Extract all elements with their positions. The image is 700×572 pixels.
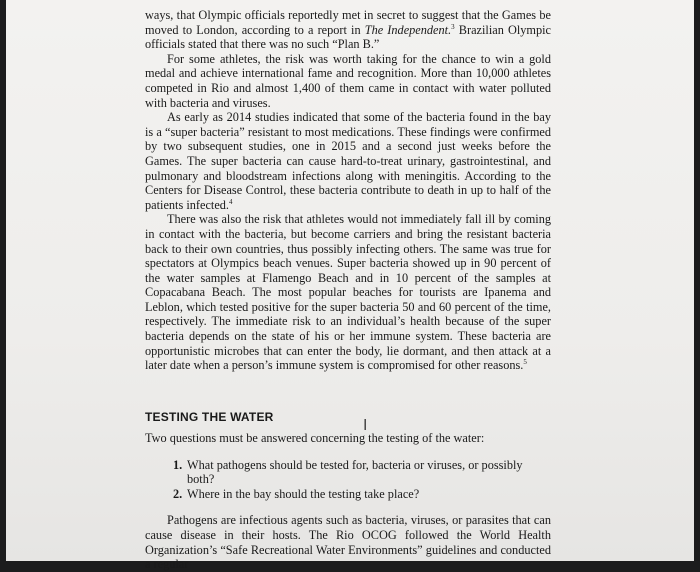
paragraph-text: Brazilian Olympic officials stated that there was no such “Plan B.” <box>145 22 551 52</box>
paragraph-super-bacteria <box>145 110 551 212</box>
footnote-ref[interactable]: 3 <box>451 22 455 31</box>
paragraph-continuation <box>145 8 551 52</box>
section-heading: TESTING THE WATER <box>145 410 274 424</box>
paragraph-athletes-risk: For some athletes, the risk was worth taking for the chance to win a gold medal and achieve international fame and recognition. More than 10,000 athletes competed in Rio and almost 1,400 of them came in contact with water polluted with bacteria and viruses. <box>145 51 551 110</box>
footnote-ref[interactable]: 4 <box>229 197 233 206</box>
footnote-ref[interactable]: 5 <box>523 358 527 367</box>
paragraph-pathogens: Pathogens are infectious agents such as bacteria, viruses, or parasites that can cause disease in their hosts. The Rio OCOG followed the World Health Organization’s “Safe Recreational Water Environments” guidelines and conducted a regular <box>145 513 551 572</box>
list-item <box>173 458 551 487</box>
paragraph-text: There was also the risk that athletes would not immediately fall ill by coming in contact with the bacteria, but become carriers and bring the resistant bacteria back to their own countries, thus possibly infecting others. The same was true for spectators at Olympics beach venues. Super bacteria showed up in 90 percent of the water samples at Flamengo Beach and in 10 percent of the samples at Copacabana Beach. The most popular beaches for tourists are Ipanema and Leblon, which tested positive for the super bacteria 50 and 60 percent of the time, respectively. The immediate risk to an individual’s health because of the super bacteria depends on the state of his or her immune system. These bacteria are opportunistic microbes that can enter the body, lie dormant, and then attack at a later date when a person’s immune system is compromised for other reasons. <box>145 212 551 373</box>
list-number: 1. <box>173 457 183 472</box>
list-number: 2. <box>173 486 183 501</box>
list-item <box>173 487 551 502</box>
section-testing <box>145 410 551 572</box>
questions-list <box>173 458 551 502</box>
paragraph-text: As early as 2014 studies indicated that some of the bacteria found in the bay is a “super bacteria” resistant to most medications. These findings were confirmed by two subsequent studies, one in 2015 and a second just weeks before the Games. The super bacteria can cause hard-to-treat urinary, gastrointestinal, and pulmonary and bloodstream infections along with meningitis. According to the Centers for Disease Control, these bacteria contribute to death in up to half of the patients infected. <box>145 110 551 212</box>
list-item-text: Where in the bay should the testing take place? <box>187 486 420 501</box>
publication-title: The Independent. <box>364 22 452 37</box>
paragraph-carriers <box>145 212 551 373</box>
paragraph-text: ways, that Olympic officials reportedly met in secret to suggest that the Games be moved to London, according to a report in <box>145 8 551 37</box>
section-intro: Two questions must be answered concerning the testing of the water: <box>145 431 485 445</box>
text-cursor-icon: I <box>363 416 368 434</box>
document-page <box>6 0 694 572</box>
text-column <box>145 8 551 373</box>
list-item-text: What pathogens should be tested for, bacteria or viruses, or possibly both? <box>187 457 523 487</box>
